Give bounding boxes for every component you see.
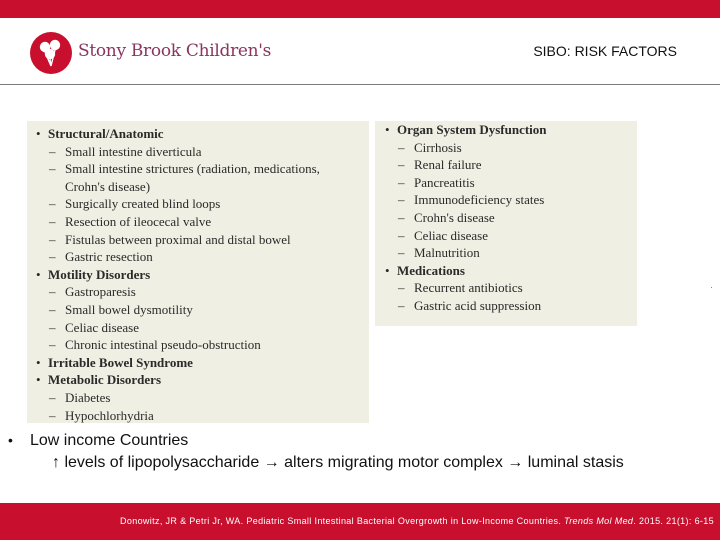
list-item: – Small intestine diverticula	[34, 143, 369, 161]
stray-dot	[711, 287, 712, 288]
category-irritable-bowel-syndrome: • Irritable Bowel Syndrome	[34, 354, 369, 372]
list-item: – Resection of ileocecal valve	[34, 213, 369, 231]
list-item: – Fistulas between proximal and distal bowel	[34, 231, 369, 249]
bullet-dot: •	[8, 432, 13, 448]
category-metabolic-disorders: • Metabolic Disorders	[34, 371, 369, 389]
citation-journal: Trends Mol Med	[564, 516, 634, 526]
bullet-low-income-countries	[8, 432, 188, 450]
list-item: – Renal failure	[383, 156, 637, 174]
logo-text: Stony Brook Children's	[78, 41, 272, 61]
citation	[120, 516, 714, 526]
list-item: – Malnutrition	[383, 244, 637, 262]
right-risk-list	[375, 121, 637, 315]
list-item: – Gastroparesis	[34, 283, 369, 301]
slide-title: SIBO: RISK FACTORS	[533, 43, 677, 59]
list-item: – Celiac disease	[383, 227, 637, 245]
top-accent-bar	[0, 0, 720, 18]
list-item: – Celiac disease	[34, 319, 369, 337]
list-item: – Pancreatitis	[383, 174, 637, 192]
header-divider	[0, 84, 720, 85]
list-item: – Immunodeficiency states	[383, 191, 637, 209]
sub-bullet-mechanism: ↑ levels of lipopolysaccharide → alters migrating motor complex → luminal stasis	[52, 454, 624, 471]
risk-factors-table-right	[375, 121, 637, 326]
list-item: – Gastric resection	[34, 248, 369, 266]
list-item: – Cirrhosis	[383, 139, 637, 157]
category-structural-anatomic: • Structural/Anatomic	[34, 125, 369, 143]
list-item: – Crohn's disease	[383, 209, 637, 227]
citation-volume: . 2015. 21(1): 6-15	[633, 516, 714, 526]
footer-bar	[0, 503, 720, 540]
list-item: – Hypochlorhydria	[34, 407, 369, 424]
category-medications: • Medications	[383, 262, 637, 280]
list-item: – Small intestine strictures (radiation, medications, Crohn's disease)	[34, 160, 334, 195]
stony-brook-childrens-logo	[30, 32, 270, 76]
list-item: – Small bowel dysmotility	[34, 301, 369, 319]
category-motility-disorders: • Motility Disorders	[34, 266, 369, 284]
list-item: – Surgically created blind loops	[34, 195, 369, 213]
list-item: – Diabetes	[34, 389, 369, 407]
category-organ-system-dysfunction: • Organ System Dysfunction	[383, 121, 637, 139]
citation-authors-title: Donowitz, JR & Petri Jr, WA. Pediatric Small Intestinal Bacterial Overgrowth in Low-Income Countries.	[120, 516, 565, 526]
list-item: – Chronic intestinal pseudo-obstruction	[34, 336, 369, 354]
risk-factors-table-left	[27, 121, 369, 423]
balloon-logo-icon	[30, 32, 74, 76]
left-risk-list	[27, 121, 369, 423]
bullet-text: Low income Countries	[30, 432, 189, 449]
list-item: – Gastric acid suppression	[383, 297, 637, 315]
list-item: – Recurrent antibiotics	[383, 279, 637, 297]
